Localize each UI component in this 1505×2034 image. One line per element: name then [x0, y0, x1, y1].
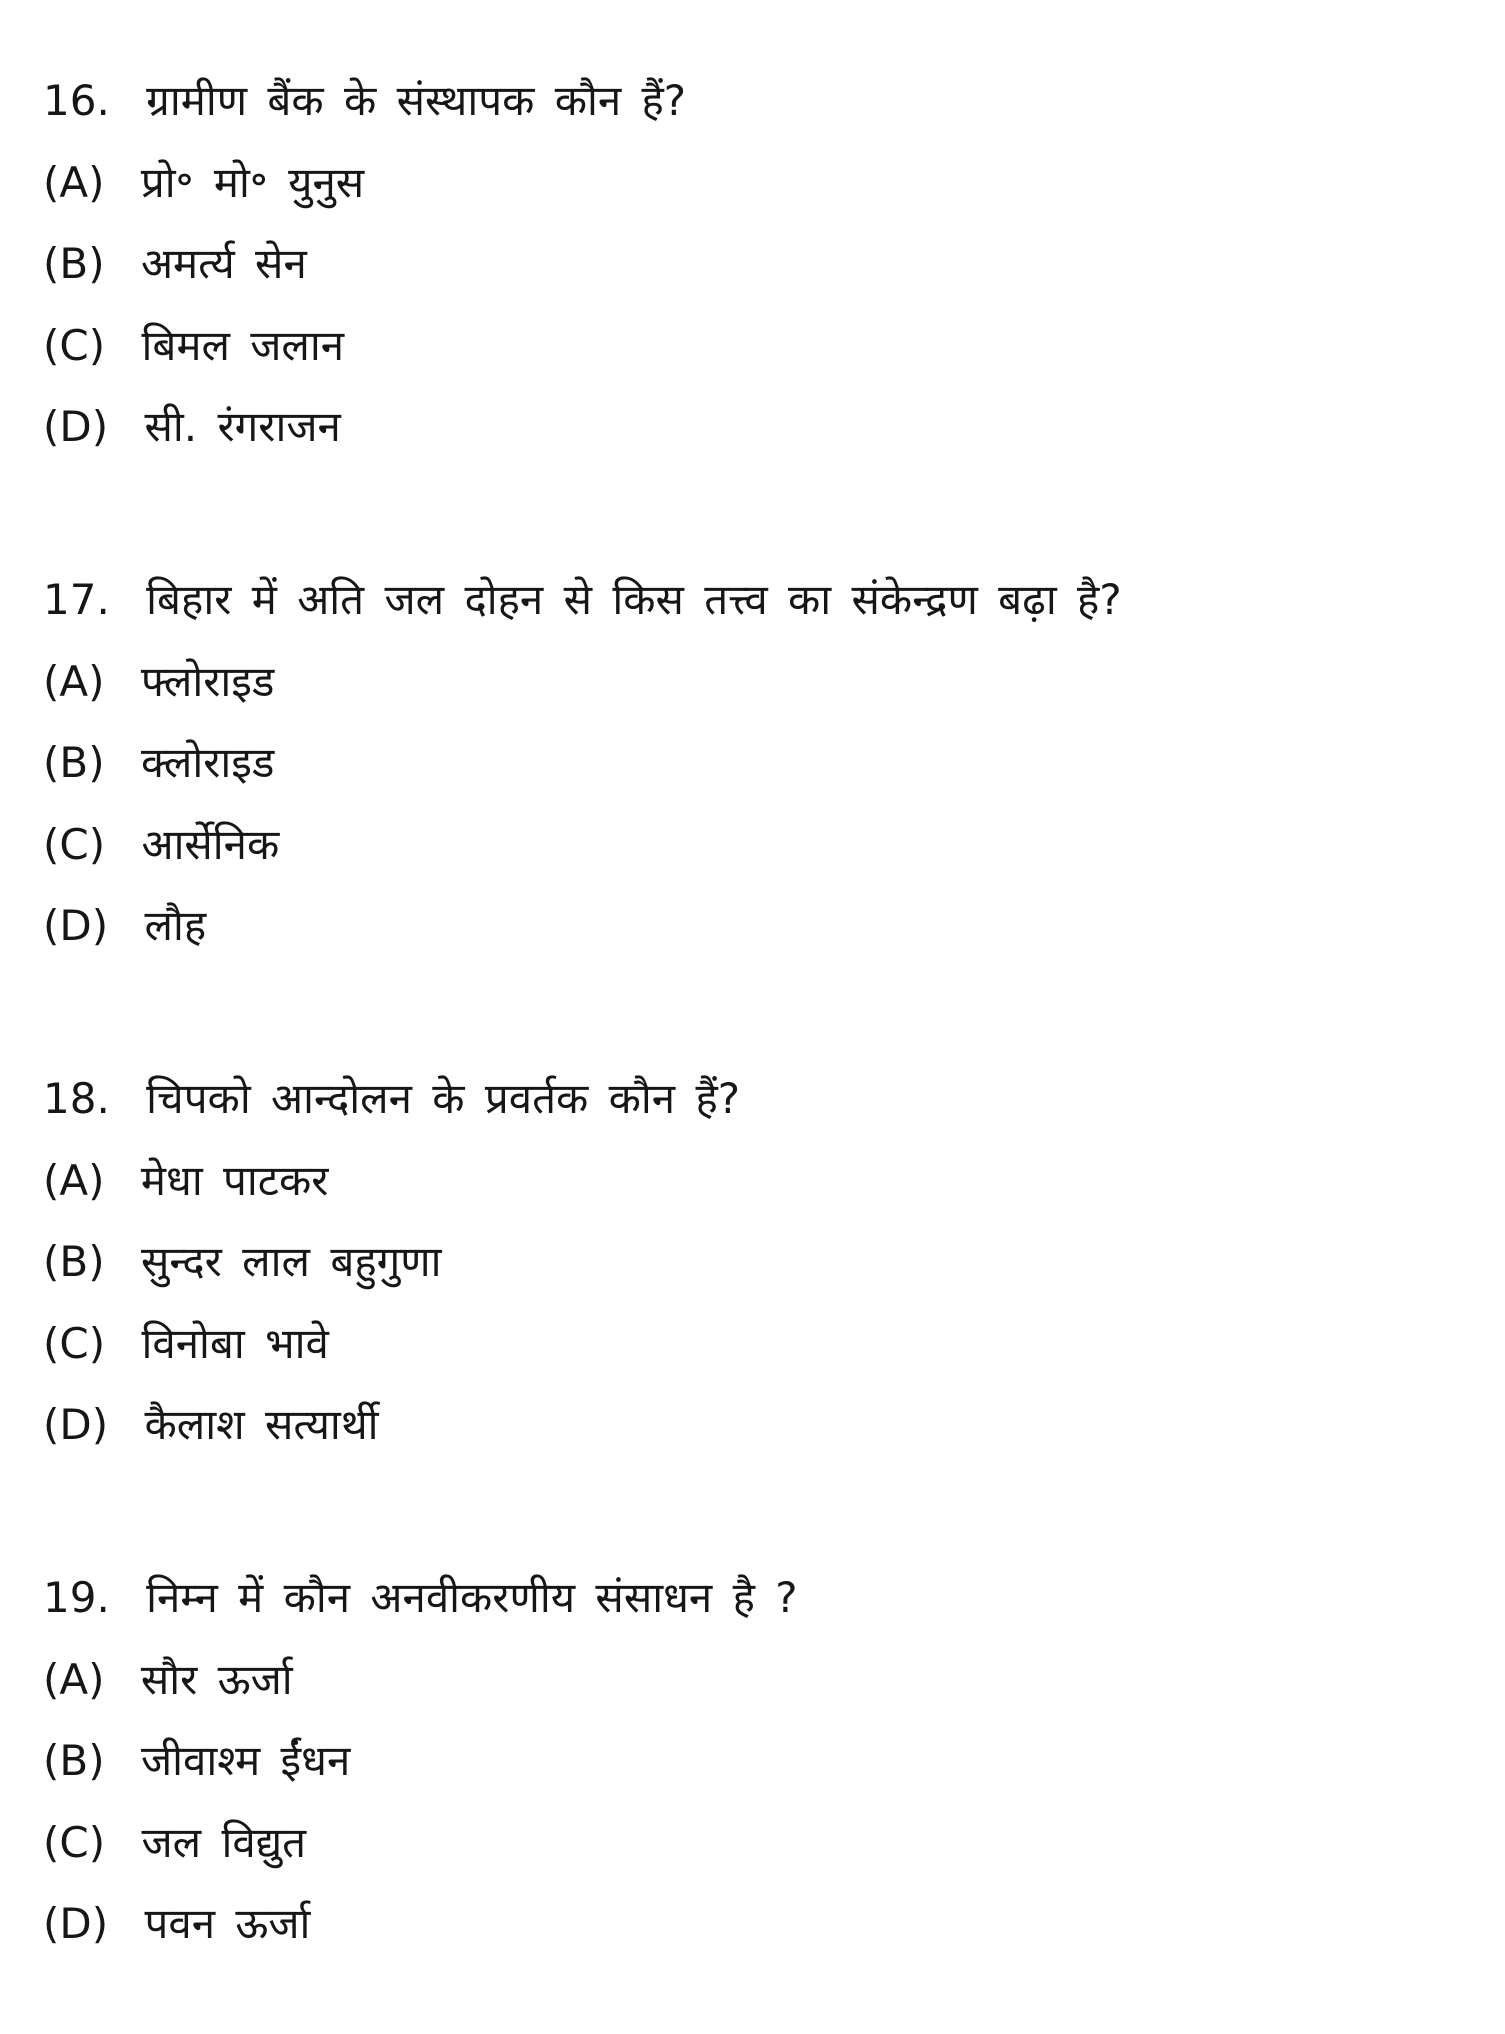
option-label: (C): [43, 1817, 106, 1867]
question-text: निम्न में कौन अनवीकरणीय संसाधन है ?: [146, 1572, 798, 1622]
option-row-b: [43, 1734, 1465, 1789]
option-label: (D): [43, 1400, 109, 1450]
option-label: (B): [43, 738, 105, 788]
option-label: (A): [43, 157, 105, 207]
option-label: (B): [43, 1736, 105, 1786]
option-label: (D): [43, 402, 109, 452]
option-row-a: [43, 1154, 1465, 1209]
option-row-d: [43, 899, 1465, 954]
option-label: (A): [43, 1654, 105, 1704]
option-row-c: [43, 818, 1465, 873]
option-text: मेधा पाटकर: [140, 1155, 329, 1205]
question-number: 16.: [43, 76, 110, 125]
option-text: कैलाश सत्यार्थी: [144, 1400, 379, 1450]
option-text: जीवाश्म ईंधन: [140, 1736, 351, 1786]
question-line: [43, 573, 1465, 628]
option-text: क्लोराइड: [140, 738, 275, 788]
option-label: (A): [43, 1155, 105, 1205]
option-text: सी. रंगराजन: [144, 402, 341, 452]
question-line: [43, 1072, 1465, 1127]
option-text: फ्लोराइड: [140, 656, 275, 706]
option-row-b: [43, 1235, 1465, 1290]
option-row-a: [43, 156, 1465, 211]
question-18: [43, 1072, 1465, 1453]
option-row-d: [43, 1398, 1465, 1453]
option-row-b: [43, 736, 1465, 791]
option-text: अमर्त्य सेन: [140, 239, 307, 289]
option-text: आर्सेनिक: [141, 819, 280, 869]
question-number: 17.: [43, 574, 110, 624]
option-text: प्रो॰ मो॰ युनुस: [140, 157, 365, 207]
option-label: (D): [43, 1899, 109, 1949]
question-17: [43, 573, 1465, 954]
option-row-c: [43, 1816, 1465, 1871]
option-text: पवन ऊर्जा: [144, 1899, 311, 1949]
option-text: लौह: [144, 901, 207, 951]
option-row-d: [43, 1897, 1465, 1952]
option-row-d: [43, 400, 1465, 455]
question-19: [43, 1571, 1465, 1952]
option-label: (C): [43, 1318, 106, 1368]
question-text: चिपको आन्दोलन के प्रवर्तक कौन हैं?: [146, 1073, 741, 1123]
question-line: [43, 74, 1465, 129]
option-row-a: [43, 655, 1465, 710]
option-row-b: [43, 237, 1465, 292]
option-row-c: [43, 319, 1465, 374]
option-label: (C): [43, 819, 106, 869]
question-16: [43, 74, 1465, 455]
option-text: जल विद्युत: [141, 1817, 307, 1867]
question-number: 19.: [43, 1572, 110, 1622]
question-text: बिहार में अति जल दोहन से किस तत्त्व का संकेन्द्रण बढ़ा है?: [146, 574, 1122, 624]
option-text: विनोबा भावे: [141, 1318, 329, 1368]
option-row-a: [43, 1653, 1465, 1708]
option-label: (A): [43, 656, 105, 706]
option-text: सुन्दर लाल बहुगुणा: [140, 1237, 442, 1287]
question-line: [43, 1571, 1465, 1626]
question-text: ग्रामीण बैंक के संस्थापक कौन हैं?: [146, 76, 687, 125]
option-label: (B): [43, 239, 105, 289]
option-text: बिमल जलान: [141, 320, 345, 370]
option-label: (D): [43, 901, 109, 951]
option-text: सौर ऊर्जा: [140, 1654, 293, 1704]
option-label: (B): [43, 1237, 105, 1287]
option-row-c: [43, 1317, 1465, 1372]
option-label: (C): [43, 320, 106, 370]
question-number: 18.: [43, 1073, 110, 1123]
